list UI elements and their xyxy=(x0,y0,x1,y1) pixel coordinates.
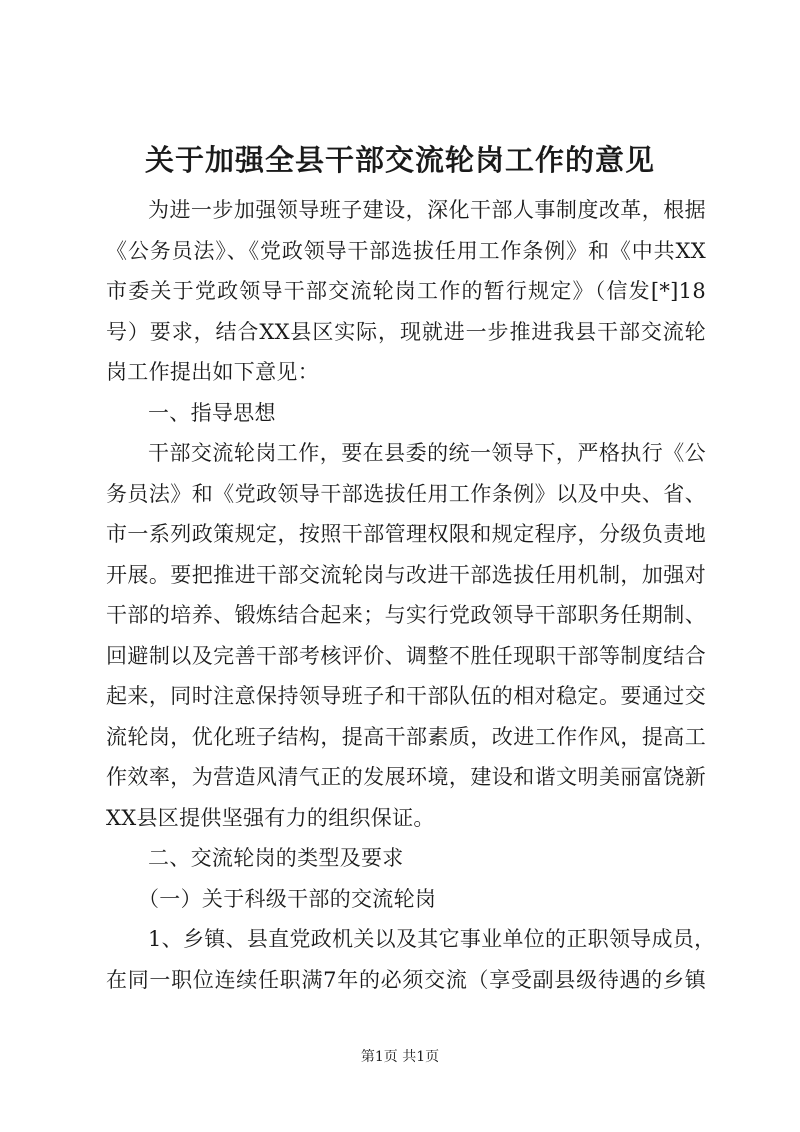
document-body xyxy=(106,190,716,1000)
page-footer: 第1页 共1页 xyxy=(360,1049,440,1065)
paragraph-line: 干部交流轮岗工作，要在县委的统一领导下，严格执行《公 xyxy=(148,441,706,465)
paragraph-line: 市委关于党政领导干部交流轮岗工作的暂行规定》（信发[*]18 xyxy=(106,279,706,303)
paragraph-line: 务员法》和《党政领导干部选拔任用工作条例》以及中央、省、 xyxy=(106,481,706,506)
paragraph-line: 岗工作提出如下意见： xyxy=(106,360,319,384)
paragraph-line: 开展。要把推进干部交流轮岗与改进干部选拔任用机制，加强对 xyxy=(106,562,706,587)
subsection-heading: （一）关于科级干部的交流轮岗 xyxy=(138,886,437,911)
paragraph-line: 《公务员法》、《党政领导干部选拔任用工作条例》和《中共XX xyxy=(106,238,706,263)
section-heading: 一、指导思想 xyxy=(148,400,276,425)
paragraph-line: 回避制以及完善干部考核评价、调整不胜任现职干部等制度结合 xyxy=(106,643,706,668)
document-title: 关于加强全县干部交流轮岗工作的意见 xyxy=(144,143,655,177)
paragraph-line: 为进一步加强领导班子建设，深化干部人事制度改革，根据 xyxy=(148,198,706,222)
paragraph-line: 起来，同时注意保持领导班子和干部队伍的相对稳定。要通过交 xyxy=(106,684,706,708)
paragraph-line: 市一系列政策规定，按照干部管理权限和规定程序，分级负责地 xyxy=(106,522,706,546)
paragraph-line: 在同一职位连续任职满7年的必须交流（享受副县级待遇的乡镇 xyxy=(106,967,706,992)
section-heading: 二、交流轮岗的类型及要求 xyxy=(148,846,404,870)
paragraph-line: 流轮岗，优化班子结构，提高干部素质，改进工作作风，提高工 xyxy=(106,724,706,749)
paragraph-line: 号）要求，结合XX县区实际，现就进一步推进我县干部交流轮 xyxy=(106,319,706,344)
paragraph-line: XX县区提供坚强有力的组织保证。 xyxy=(106,805,435,830)
paragraph-line: 干部的培养、锻炼结合起来；与实行党政领导干部职务任期制、 xyxy=(106,603,706,627)
paragraph-line: 1、乡镇、县直党政机关以及其它事业单位的正职领导成员， xyxy=(148,927,716,951)
paragraph-line: 作效率，为营造风清气正的发展环境，建设和谐文明美丽富饶新 xyxy=(106,765,706,789)
